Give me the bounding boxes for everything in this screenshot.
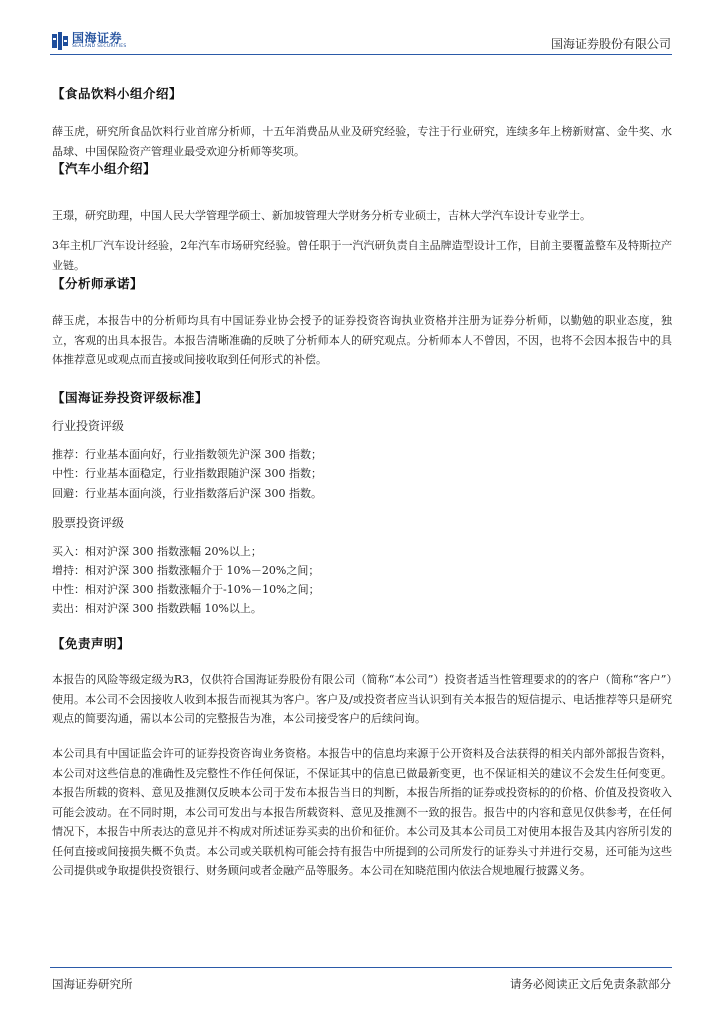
stock-rating-subheading: 股票投资评级 [52,516,125,530]
footer-institute: 国海证券研究所 [52,977,133,991]
disclaimer-paragraph-2: 本公司具有中国证监会许可的证券投资咨询业务资格。本报告中的信息均来源于公开资料及合法获得的相关内部外部报告资料，本公司对这些信息的准确性及完整性不作任何保证，不保证其中的信息已做最新变更，也不保证相关的建议不会发生任何变更。本报告所载的资料、意见及推测仅反映本公司于发布本报告当日的判断，本报告所指的证券或投资标的的价格、价值及投资收入可能会波动。在不同时期，本公司可发出与本报告所载资料、意见及推测不一致的报告。报告中的内容和意见仅供参考，在任何情况下，本报告中所表达的意见并不构成对所述证券买卖的出价和征价。本公司及其本公司员工对使用本报告及其内容所引发的任何直接或间接损失概不负责。本公司或关联机构可能会持有报告中所提到的公司所发行的证券头寸并进行交易，还可能为这些公司提供或争取提供投资银行、财务顾问或者金融产品等服务。本公司在知晓范围内依法合规地履行披露义务。 [52,747,672,877]
rating-standard-heading: 【国海证券投资评级标准】 [52,390,209,405]
company-logo [52,31,127,51]
auto-team-heading: 【汽车小组介绍】 [52,161,157,176]
food-team-heading: 【食品饮料小组介绍】 [52,86,183,101]
header-company-name: 国海证券股份有限公司 [550,37,671,51]
logo-text-en: SEALAND SECURITIES [72,44,127,50]
footer-divider [50,967,672,968]
analyst-commitment-text: 薛玉虎，本报告中的分析师均具有中国证券业协会授予的证券投资咨询执业资格并注册为证券分析师，以勤勉的职业态度，独立，客观的出具本报告。本报告清晰准确的反映了分析师本人的研究观点。分析师本人不曾因，不因，也将不会因本报告中的具体推荐意见或观点而直接或间接收取到任何形式的补偿。 [52,314,672,366]
stock-rating-line: 增持：相对沪深 300 指数涨幅介于 10%－20%之间； [52,564,320,577]
auto-team-text-2: 3年主机厂汽车设计经验，2年汽车市场研究经验。曾任职于一汽汽研负责自主品牌造型设计工作，目前主要覆盖整车及特斯拉产业链。 [52,239,672,272]
stock-rating-line: 买入：相对沪深 300 指数涨幅 20%以上； [52,545,262,558]
industry-rating-subheading: 行业投资评级 [52,419,125,433]
food-team-text: 薛玉虎，研究所食品饮料行业首席分析师，十五年消费品从业及研究经验，专注于行业研究，连续多年上榜新财富、金牛奖、水晶球、中国保险资产管理业最受欢迎分析师等奖项。 [52,125,672,158]
stock-rating-line: 卖出：相对沪深 300 指数跌幅 10%以上。 [52,602,262,615]
footer-disclaimer-note: 请务必阅读正文后免责条款部分 [510,977,671,991]
logo-text-cn: 国海证券 [72,31,123,46]
disclaimer-heading: 【免责声明】 [52,636,131,651]
industry-rating-line: 回避：行业基本面向淡，行业指数落后沪深 300 指数。 [52,487,322,500]
disclaimer-paragraph-1: 本报告的风险等级定级为R3，仅供符合国海证券股份有限公司（简称“本公司”）投资者适当性管理要求的的客户（简称“客户”）使用。本公司不会因接收人收到本报告而视其为客户。客户及/或投资者应当认识到有关本报告的短信提示、电话推荐等只是研究观点的简要沟通，需以本公司的完整报告为准，本公司接受客户的后续问询。 [52,673,672,725]
analyst-commitment-heading: 【分析师承诺】 [52,276,144,291]
stock-rating-line: 中性：相对沪深 300 指数涨幅介于-10%－10%之间； [52,583,320,596]
auto-team-text-1: 王璟，研究助理，中国人民大学管理学硕士、新加坡管理大学财务分析专业硕士，吉林大学汽车设计专业学士。 [52,209,591,222]
industry-rating-line: 中性：行业基本面稳定，行业指数跟随沪深 300 指数； [52,467,322,480]
industry-rating-line: 推荐：行业基本面向好，行业指数领先沪深 300 指数； [52,448,322,461]
logo-mark-icon [52,32,68,50]
header-divider [50,54,672,55]
